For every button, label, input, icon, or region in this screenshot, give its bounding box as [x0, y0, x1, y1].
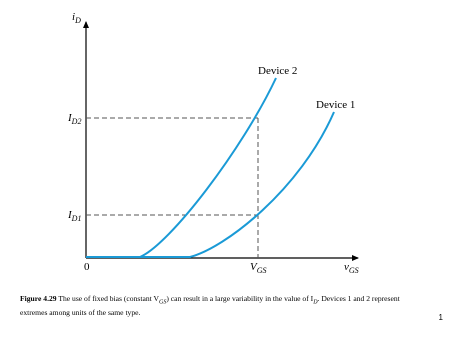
x-axis-label: $v_{GS}$	[344, 261, 359, 275]
id1-label: $I_{D1}$	[68, 209, 82, 223]
device-2-label: Device 2	[258, 65, 298, 77]
caption-text-3: . Devices 1 and 2 represent extremes among units of the same type.	[20, 294, 400, 317]
device-1-label: Device 1	[316, 99, 356, 111]
caption-sub-2: D	[313, 299, 318, 306]
origin-label: 0	[84, 261, 90, 273]
figure-number: Figure 4.29	[20, 294, 57, 303]
device-2-curve	[86, 78, 276, 257]
vgs-tick-label: $V_{GS}$	[250, 261, 267, 275]
y-axis-label: $i_D$	[72, 11, 81, 25]
page-number: 1	[438, 313, 443, 322]
caption-sub-1: GS	[159, 299, 167, 306]
caption-text-1: The use of fixed bias (constant V	[56, 294, 159, 303]
figure-caption	[20, 294, 400, 318]
caption-text-2: ) can result in a large variability in the value of I	[166, 294, 314, 303]
id2-label: $I_{D2}$	[68, 112, 82, 126]
